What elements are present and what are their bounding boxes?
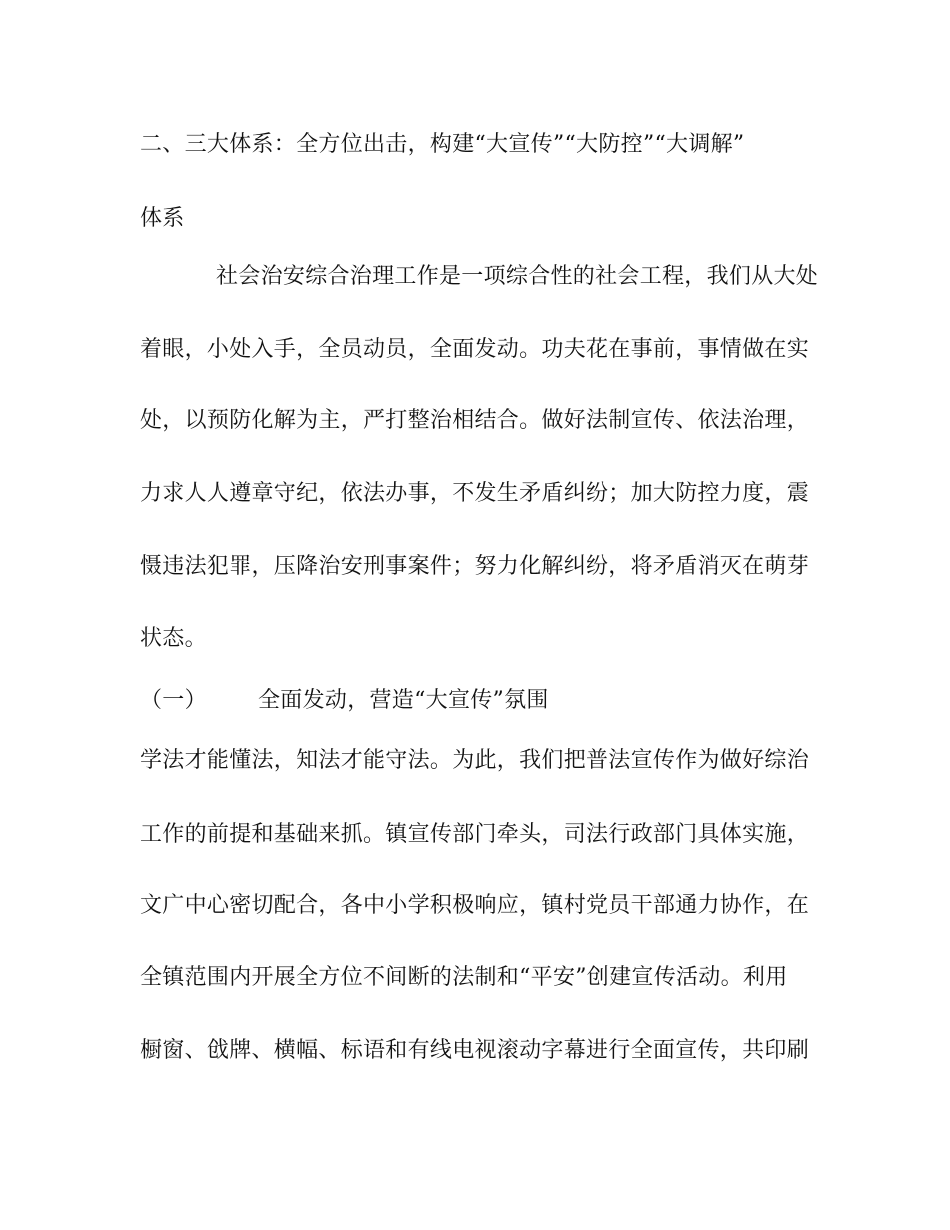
paragraph1-line-4: 力求人人遵章守纪，依法办事，不发生矛盾纠纷；加大防控力度，震 [140, 481, 810, 506]
paragraph2-line-2: 工作的前提和基础来抓。镇宣传部门牵头，司法行政部门具体实施， [140, 822, 810, 847]
paragraph1-line-3: 处，以预防化解为主，严打整治相结合。做好法制宣传、依法治理， [140, 408, 810, 433]
paragraph1-line-5: 慑违法犯罪，压降治安刑事案件；努力化解纠纷，将矛盾消灭在萌芽 [140, 554, 810, 579]
paragraph1-line-2: 着眼，小处入手，全员动员，全面发动。功夫花在事前，事情做在实 [140, 337, 810, 362]
heading-line-2: 体系 [140, 206, 185, 231]
paragraph2-line-5: 橱窗、戗牌、横幅、标语和有线电视滚动字幕进行全面宣传，共印刷 [140, 1038, 810, 1063]
paragraph2-line-4: 全镇范围内开展全方位不间断的法制和“平安”创建宣传活动。利用 [140, 965, 788, 990]
paragraph1-line-1: 社会治安综合治理工作是一项综合性的社会工程，我们从大处 [216, 264, 819, 289]
subheading-title: 全面发动，营造“大宣传”氛围 [258, 688, 549, 713]
heading-line-1: 二、三大体系：全方位出击，构建“大宣传”“大防控”“大调解” [140, 132, 745, 157]
paragraph1-line-6: 状态。 [140, 626, 207, 651]
paragraph2-line-1: 学法才能懂法，知法才能守法。为此，我们把普法宣传作为做好综治 [140, 748, 810, 773]
subheading-number: （一） [140, 688, 207, 713]
paragraph2-line-3: 文广中心密切配合，各中小学积极响应，镇村党员干部通力协作，在 [140, 893, 810, 918]
